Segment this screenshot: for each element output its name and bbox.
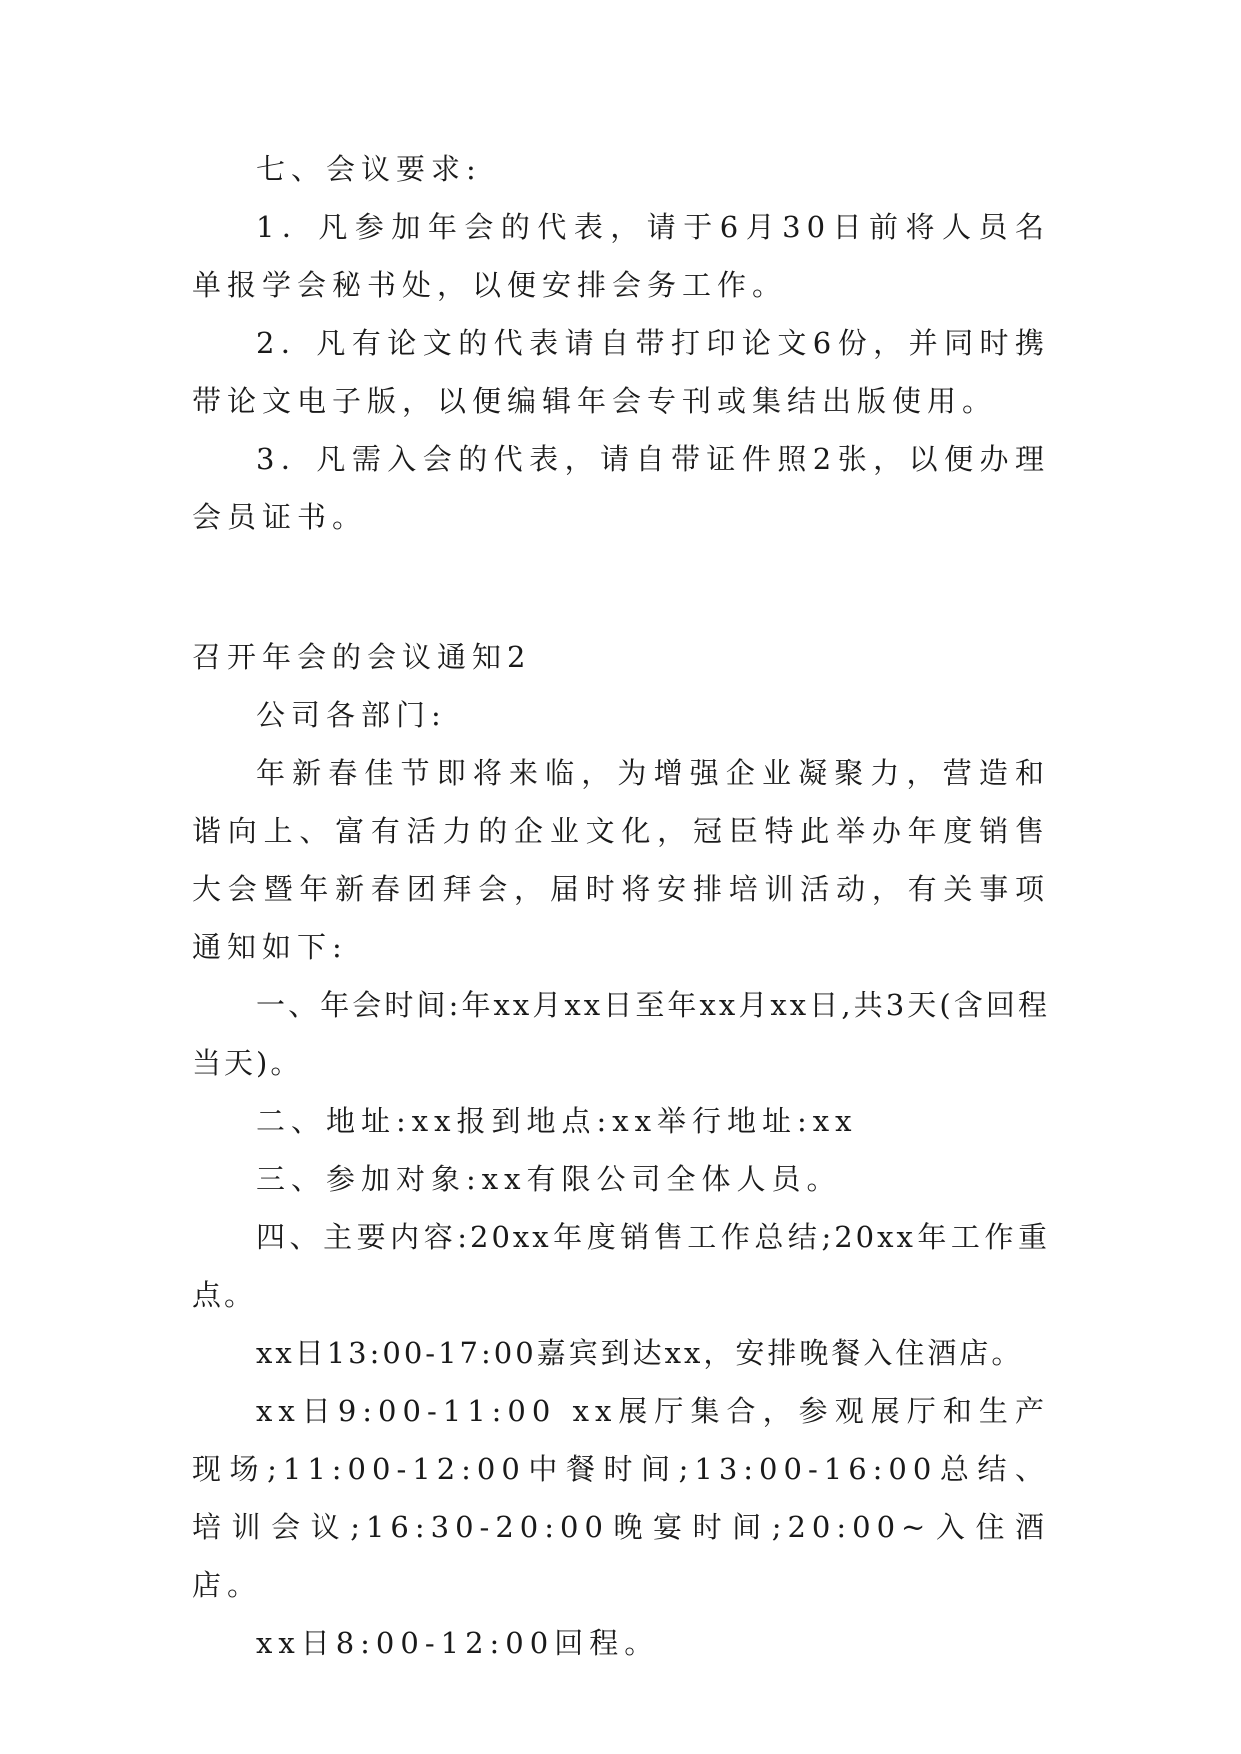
requirement-item-1: 1．凡参加年会的代表，请于6月30日前将人员名单报学会秘书处，以便安排会务工作。 [192,210,1050,302]
schedule-day-2: xx日9:00-11:00 xx展厅集合，参观展厅和生产现场;11:00-12:00中餐时间;13:00-16:00总结、培训会议;16:30-20:00晚宴时间;20:00~入住酒店。 [192,1394,1050,1602]
notice-item-attendees: 三、参加对象:xx有限公司全体人员。 [256,1162,842,1196]
schedule-day-1: xx日13:00-17:00嘉宾到达xx，安排晚餐入住酒店。 [256,1336,1024,1370]
intro-paragraph: 年新春佳节即将来临，为增强企业凝聚力，营造和谐向上、富有活力的企业文化，冠臣特此举办年度销售大会暨年新春团拜会，届时将安排培训活动，有关事项通知如下: [192,756,1050,964]
section-seven-heading: 七、会议要求: [256,152,482,186]
requirement-item-3: 3．凡需入会的代表，请自带证件照2张，以便办理会员证书。 [192,442,1050,534]
requirement-item-2: 2．凡有论文的代表请自带打印论文6份，并同时携带论文电子版，以便编辑年会专刊或集结出版使用。 [192,326,1050,418]
notice-body [192,686,1050,1672]
salutation: 公司各部门: [256,698,447,732]
notice-title: 召开年会的会议通知2 [192,640,532,674]
notice-item-content: 四、主要内容:20xx年度销售工作总结;20xx年工作重点。 [192,1220,1050,1312]
section-seven [192,140,1050,546]
schedule-day-3: xx日8:00-12:00回程。 [256,1626,660,1660]
notice-item-address: 二、地址:xx报到地点:xx举行地址:xx [256,1104,858,1138]
notice-item-time: 一、年会时间:年xx月xx日至年xx月xx日,共3天(含回程当天)。 [192,988,1050,1080]
